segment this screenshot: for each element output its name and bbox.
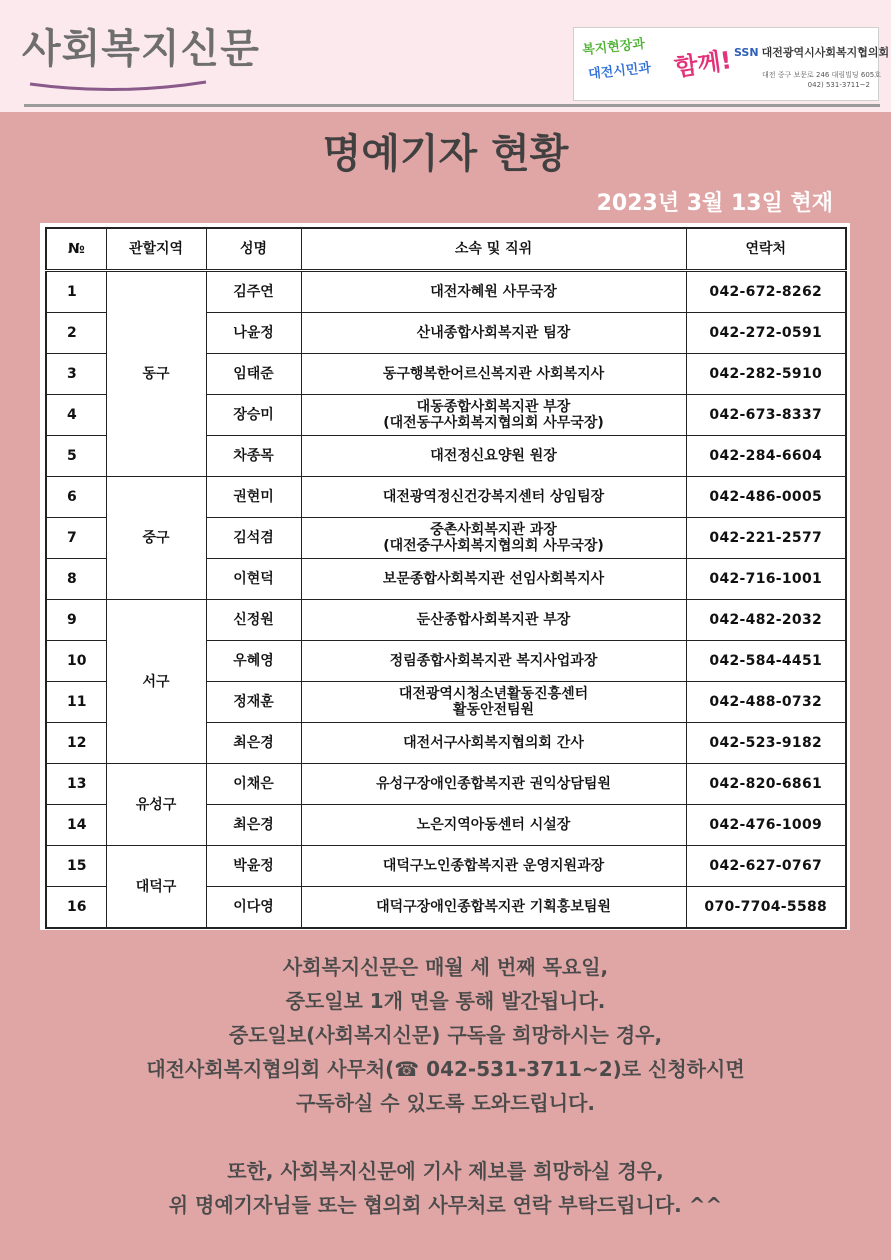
affiliation-line: 중촌사회복지관 과장 [430, 522, 557, 538]
reporter-name: 권현미 [206, 477, 301, 518]
banner-slogan-big: 함께! [672, 46, 734, 82]
row-number: 16 [46, 887, 106, 929]
banner-slogan-line1: 복지현장과 [581, 36, 646, 59]
row-number: 15 [46, 846, 106, 887]
affiliation-line: 산내종합사회복지관 팀장 [416, 325, 571, 341]
reporter-name: 장승미 [206, 395, 301, 436]
phone-number: 042-272-0591 [686, 313, 846, 354]
footer-notice [0, 950, 891, 1222]
reporter-name: 이현덕 [206, 559, 301, 600]
table-row [46, 846, 846, 887]
phone-number: 042-523-9182 [686, 723, 846, 764]
reporter-name: 이채은 [206, 764, 301, 805]
affiliation-cell [301, 559, 686, 600]
reporter-name: 임태준 [206, 354, 301, 395]
table-row [46, 477, 846, 518]
affiliation-line: (대전동구사회복지협의회 사무국장) [383, 415, 604, 431]
reporter-name: 김석겸 [206, 518, 301, 559]
phone-number: 070-7704-5588 [686, 887, 846, 929]
table-body [46, 271, 846, 929]
banner-slogan-line2: 대전시민과 [587, 60, 652, 83]
footer-line: 중도일보(사회복지신문) 구독을 희망하시는 경우, [228, 1023, 663, 1047]
region-cell: 중구 [106, 477, 206, 600]
row-number: 12 [46, 723, 106, 764]
row-number: 5 [46, 436, 106, 477]
row-number: 1 [46, 271, 106, 313]
affiliation-cell [301, 805, 686, 846]
region-cell: 동구 [106, 271, 206, 477]
page-title: 명예기자 현황 [322, 131, 569, 177]
affiliation-line: 동구행복한어르신복지관 사회복지사 [382, 366, 605, 382]
row-number: 14 [46, 805, 106, 846]
row-number: 7 [46, 518, 106, 559]
phone-number: 042-488-0732 [686, 682, 846, 723]
affiliation-cell [301, 271, 686, 313]
affiliation-cell [301, 764, 686, 805]
region-cell: 유성구 [106, 764, 206, 846]
row-number: 9 [46, 600, 106, 641]
reporter-name: 이다영 [206, 887, 301, 929]
footer-line: 위 명예기자님들 또는 협의회 사무처로 연락 부탁드립니다. ^^ [168, 1193, 723, 1217]
affiliation-cell [301, 354, 686, 395]
phone-number: 042-672-8262 [686, 271, 846, 313]
row-number: 10 [46, 641, 106, 682]
footer-paragraph-tips [0, 1154, 891, 1222]
affiliation-line: 활동안전팀원 [452, 702, 535, 718]
affiliation-line: 대덕구노인종합복지관 운영지원과장 [382, 858, 605, 874]
affiliation-line: 노은지역아동센터 시설장 [416, 817, 571, 833]
footer-line: 사회복지신문은 매월 세 번째 목요일, [282, 955, 609, 979]
table-header-row [46, 228, 846, 271]
reporter-name: 차종목 [206, 436, 301, 477]
region-cell: 서구 [106, 600, 206, 764]
affiliation-cell [301, 518, 686, 559]
logo-text: 사회복지신문 [22, 26, 260, 72]
reporter-table-container [40, 223, 850, 930]
affiliation-line: 대전자혜원 사무국장 [430, 284, 557, 300]
footer-line: 대전사회복지협의회 사무처(☎ 042-531-3711~2)로 신청하시면 [146, 1057, 745, 1081]
banner-address-block [762, 70, 881, 90]
reporter-name: 최은경 [206, 723, 301, 764]
phone-number: 042-716-1001 [686, 559, 846, 600]
reporter-table [45, 227, 847, 929]
phone-number: 042-673-8337 [686, 395, 846, 436]
phone-number: 042-284-6604 [686, 436, 846, 477]
table-row [46, 600, 846, 641]
phone-number: 042-482-2032 [686, 600, 846, 641]
reporter-name: 최은경 [206, 805, 301, 846]
column-header: 소속 및 직위 [301, 228, 686, 271]
affiliation-line: 둔산종합사회복지관 부장 [416, 612, 571, 628]
affiliation-line: 대전서구사회복지협의회 간사 [403, 735, 584, 751]
affiliation-line: (대전중구사회복지협의회 사무국장) [383, 538, 604, 554]
banner-org-prefix: SSN [734, 46, 759, 59]
phone-number: 042-820-6861 [686, 764, 846, 805]
region-cell: 대덕구 [106, 846, 206, 929]
affiliation-line: 대동종합사회복지관 부장 [416, 399, 571, 415]
affiliation-cell [301, 846, 686, 887]
table-row [46, 271, 846, 313]
row-number: 11 [46, 682, 106, 723]
newspaper-logo [22, 26, 260, 86]
phone-number: 042-627-0767 [686, 846, 846, 887]
phone-number: 042-486-0005 [686, 477, 846, 518]
affiliation-cell [301, 313, 686, 354]
reporter-name: 나윤정 [206, 313, 301, 354]
column-header: 성명 [206, 228, 301, 271]
affiliation-cell [301, 887, 686, 929]
footer-line: 구독하실 수 있도록 도와드립니다. [296, 1091, 595, 1115]
affiliation-cell [301, 682, 686, 723]
row-number: 13 [46, 764, 106, 805]
reporter-name: 김주연 [206, 271, 301, 313]
banner-org-name: 대전광역시사회복지협의회 [761, 46, 890, 59]
phone-number: 042-282-5910 [686, 354, 846, 395]
affiliation-line: 보문종합사회복지관 선임사회복지사 [382, 571, 605, 587]
phone-number: 042-476-1009 [686, 805, 846, 846]
affiliation-cell [301, 600, 686, 641]
phone-number: 042-584-4451 [686, 641, 846, 682]
as-of-date: 2023년 3월 13일 현재 [596, 191, 833, 216]
header-divider [24, 104, 880, 107]
row-number: 8 [46, 559, 106, 600]
affiliation-cell [301, 723, 686, 764]
column-header: № [46, 228, 106, 271]
affiliation-cell [301, 641, 686, 682]
affiliation-line: 대덕구장애인종합복지관 기획홍보팀원 [376, 899, 611, 915]
reporter-name: 박윤정 [206, 846, 301, 887]
footer-paragraph-subscription [0, 950, 891, 1120]
affiliation-line: 대전광역시청소년활동진흥센터 [398, 686, 589, 702]
phone-number: 042-221-2577 [686, 518, 846, 559]
reporter-name: 정재훈 [206, 682, 301, 723]
footer-line: 중도일보 1개 면을 통해 발간됩니다. [285, 989, 606, 1013]
row-number: 4 [46, 395, 106, 436]
affiliation-line: 정림종합사회복지관 복지사업과장 [389, 653, 598, 669]
page-header [0, 0, 891, 112]
banner-address: 대전 중구 보문로 246 대림빌딩 605호 [762, 71, 881, 79]
affiliation-cell [301, 436, 686, 477]
affiliation-line: 대전정신요양원 원장 [430, 448, 557, 464]
reporter-name: 신정원 [206, 600, 301, 641]
reporter-name: 우혜영 [206, 641, 301, 682]
affiliation-line: 대전광역정신건강복지센터 상임팀장 [382, 489, 605, 505]
row-number: 3 [46, 354, 106, 395]
footer-line: 또한, 사회복지신문에 기사 제보를 희망하실 경우, [227, 1159, 664, 1183]
row-number: 2 [46, 313, 106, 354]
column-header: 연락처 [686, 228, 846, 271]
affiliation-line: 유성구장애인종합복지관 권익상담팀원 [376, 776, 611, 792]
table-row [46, 764, 846, 805]
logo-swoosh-icon [28, 78, 208, 94]
banner-org [734, 44, 889, 60]
banner-phone: 042) 531-3711~2 [807, 81, 870, 89]
campaign-banner [573, 27, 890, 101]
column-header: 관할지역 [106, 228, 206, 271]
row-number: 6 [46, 477, 106, 518]
affiliation-cell [301, 395, 686, 436]
affiliation-cell [301, 477, 686, 518]
